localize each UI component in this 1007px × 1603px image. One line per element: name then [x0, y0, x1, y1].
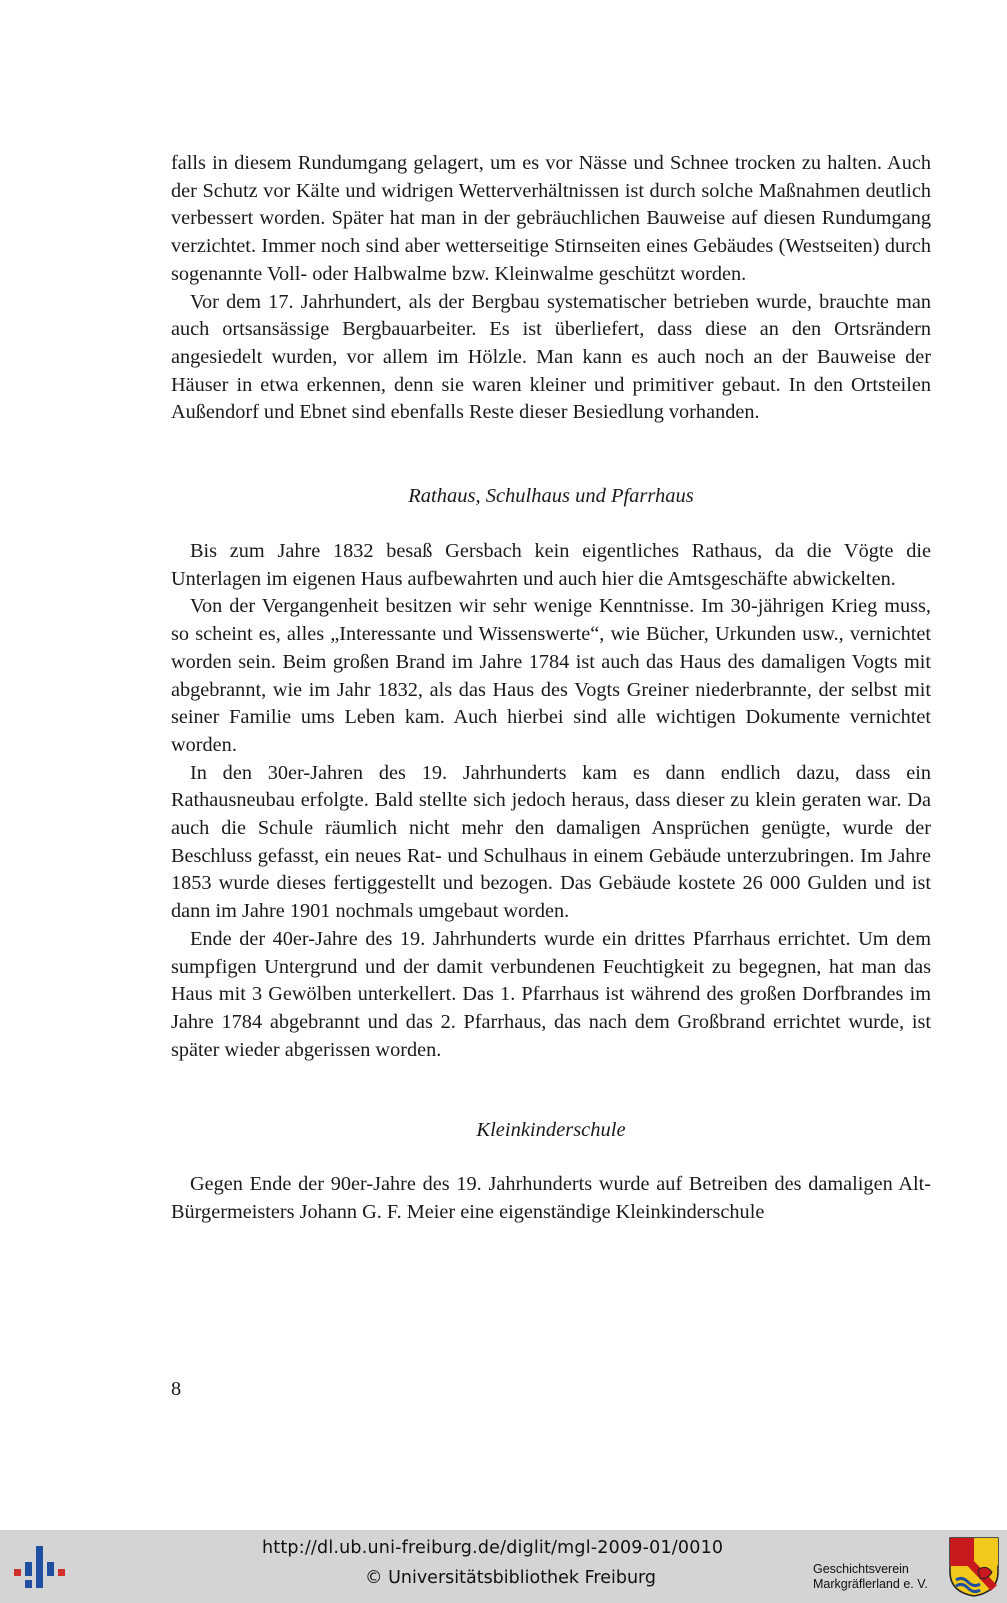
section-heading: Rathaus, Schulhaus und Pfarrhaus — [408, 485, 694, 508]
society-name-line2: Markgräflerland e. V. — [813, 1577, 928, 1591]
coat-of-arms-icon — [948, 1536, 1000, 1598]
paragraph: Vor dem 17. Jahrhundert, als der Bergbau systematischer betrieben wurde, brauchte man auch ortsansässige Bergbauarbeiter. Es ist überliefert, dass diese an den Ortsrändern angesiedelt wurden, vor allem im Hölzle. Man kann es auch noch an der Bauweise der Häuser in etwa erkennen, denn sie waren kleiner und primitiver gebaut. In den Ortsteilen Außendorf und Ebnet sind ebenfalls Reste dieser Besiedlung vorhanden. — [171, 290, 931, 424]
society-name — [813, 1562, 963, 1592]
paragraph: falls in diesem Rundumgang gelagert, um es vor Nässe und Schnee trocken zu halten. Auch der Schutz vor Kälte und widrigen Wetterverhältnissen ist durch solche Maßnahmen deutlich verbessert worden. Später hat man in der gebräuchlichen Bauweise auf diesen Rundumgang verzichtet. Immer noch sind aber wetterseitige Stirnseiten eines Gebäudes (Westseiten) durch sogenannte Voll- oder Halbwalme bzw. Kleinwalme geschützt worden. — [171, 152, 931, 285]
paragraph: Ende der 40er-Jahre des 19. Jahrhunderts wurde ein drittes Pfarrhaus errichtet. Um dem sumpfigen Untergrund und der damit verbundenen Feuchtigkeit zu begegnen, hat man das Haus mit 3 Gewölben unterkellert. Das 1. Pfarrhaus ist während des großen Dorfbrandes im Jahre 1784 abgebrannt und das 2. Pfarrhaus, das nach dem Großbrand errichtet wurde, ist später wieder abgerissen worden. — [171, 927, 931, 1061]
paragraph: Von der Vergangenheit besitzen wir sehr wenige Kenntnisse. Im 30-jährigen Krieg muss, so scheint es, alles „Interessante und Wissenswerte“, wie Bücher, Urkunden usw., vernichtet worden sein. Beim großen Brand im Jahre 1784 ist auch das Haus des damaligen Vogts mit abgebrannt, wie im Jahr 1832, als das Haus des Vogts Greiner niederbrannte, der selbst mit seiner Familie ums Leben kam. Auch hierbei sind alle wichtigen Dokumente vernichtet worden. — [171, 595, 931, 756]
section-heading: Kleinkinderschule — [476, 1119, 626, 1142]
copyright-notice: © Universitätsbibliothek Freiburg — [365, 1568, 657, 1588]
source-url[interactable]: http://dl.ub.uni-freiburg.de/diglit/mgl-2009-01/0010 — [262, 1538, 724, 1558]
paragraph: Bis zum Jahre 1832 besaß Gersbach kein eigentliches Rathaus, da die Vögte die Unterlagen im eigenen Haus aufbewahrten und auch hier die Amtsgeschäfte abwickelten. — [171, 540, 931, 590]
page-number: 8 — [171, 1378, 182, 1400]
footer-bar — [0, 1530, 1007, 1603]
library-logo-icon — [12, 1544, 68, 1590]
page-body — [171, 150, 931, 1227]
paragraph: Gegen Ende der 90er-Jahre des 19. Jahrhunderts wurde auf Betreiben des damaligen Alt-Bürgermeisters Johann G. F. Meier eine eigenständige Kleinkinderschule — [171, 1173, 931, 1224]
society-name-line1: Geschichtsverein — [813, 1562, 909, 1576]
paragraph: In den 30er-Jahren des 19. Jahrhunderts kam es dann endlich dazu, dass ein Rathausneubau erfolgte. Bald stellte sich jedoch heraus, dass dieser zu klein geraten war. Da auch die Schule räumlich nicht mehr den damaligen Ansprüchen genügte, wurde der Beschluss gefasst, ein neues Rat- und Schulhaus in einem Gebäude unterzubringen. Im Jahre 1853 wurde dieses fertiggestellt und bezogen. Das Gebäude kostete 26 000 Gulden und ist dann im Jahre 1901 nochmals umgebaut worden. — [171, 761, 931, 923]
